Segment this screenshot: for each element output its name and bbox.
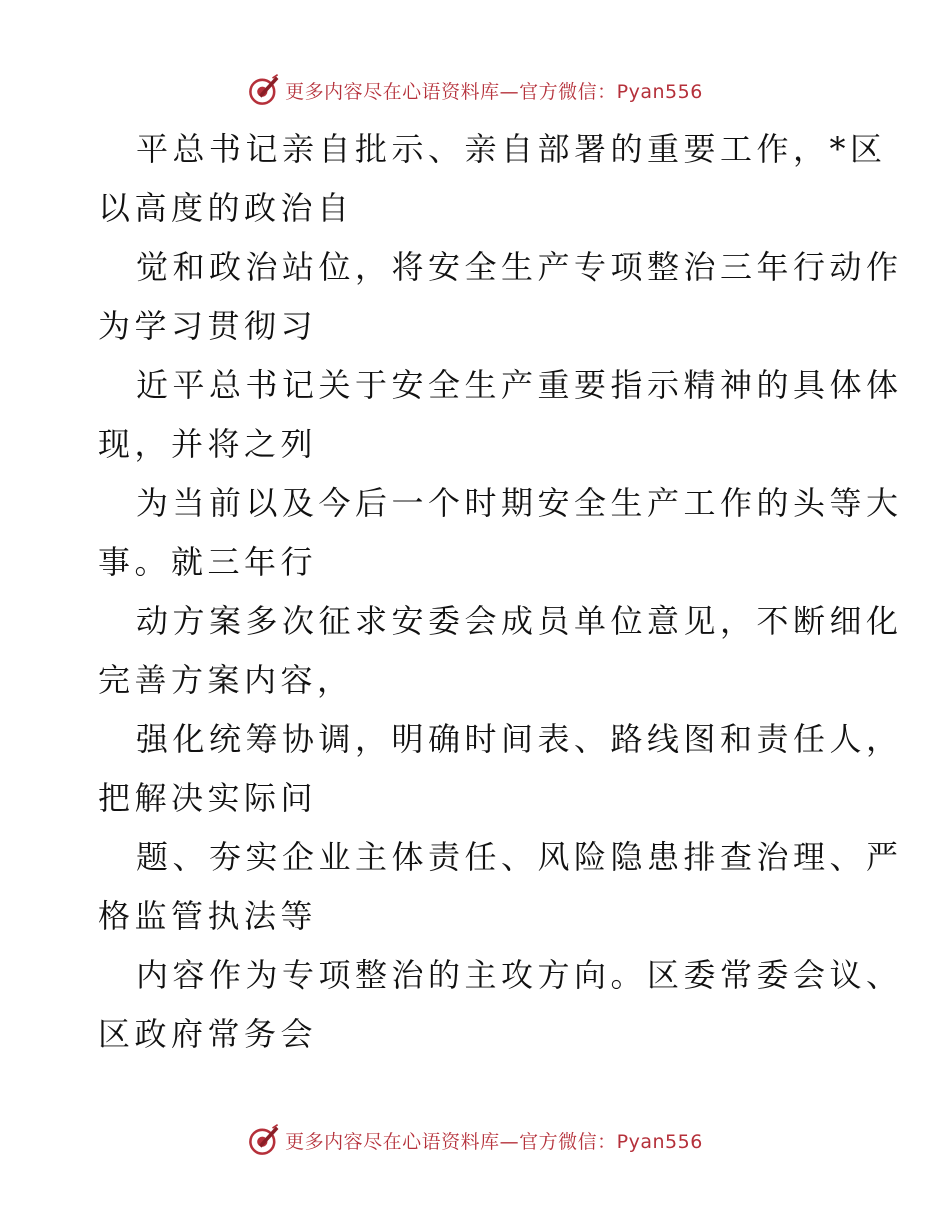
body-line: 动方案多次征求安委会成员单位意见，不断细化 (136, 602, 903, 640)
body-line: 以高度的政治自 (98, 189, 354, 227)
body-line: 为学习贯彻习 (98, 307, 318, 345)
body-line: 完善方案内容， (98, 661, 354, 699)
footer-banner (0, 1120, 950, 1160)
body-line: 题、夯实企业主体责任、风险隐患排查治理、严 (136, 838, 903, 876)
banner-text: 更多内容尽在心语资料库—官方微信：Pyan556 (285, 1130, 703, 1153)
body-line: 为当前以及今后一个时期安全生产工作的头等大 (136, 484, 903, 522)
body-line: 内容作为专项整治的主攻方向。区委常委会议、 (136, 956, 903, 994)
quill-logo-icon (247, 1123, 281, 1157)
body-line: 事。就三年行 (98, 543, 318, 581)
document-body (98, 120, 903, 1064)
body-line: 现，并将之列 (98, 425, 318, 463)
body-line: 平总书记亲自批示、亲自部署的重要工作，*区 (136, 130, 887, 168)
body-line: 把解决实际问 (98, 779, 318, 817)
body-line: 近平总书记关于安全生产重要指示精神的具体体 (136, 366, 903, 404)
quill-logo-icon (247, 73, 281, 107)
body-line: 强化统筹协调，明确时间表、路线图和责任人， (136, 720, 903, 758)
banner-text: 更多内容尽在心语资料库—官方微信：Pyan556 (285, 80, 703, 103)
body-line: 区政府常务会 (98, 1015, 318, 1053)
body-line: 觉和政治站位，将安全生产专项整治三年行动作 (136, 248, 903, 286)
body-line: 格监管执法等 (98, 897, 318, 935)
header-banner (0, 70, 950, 110)
